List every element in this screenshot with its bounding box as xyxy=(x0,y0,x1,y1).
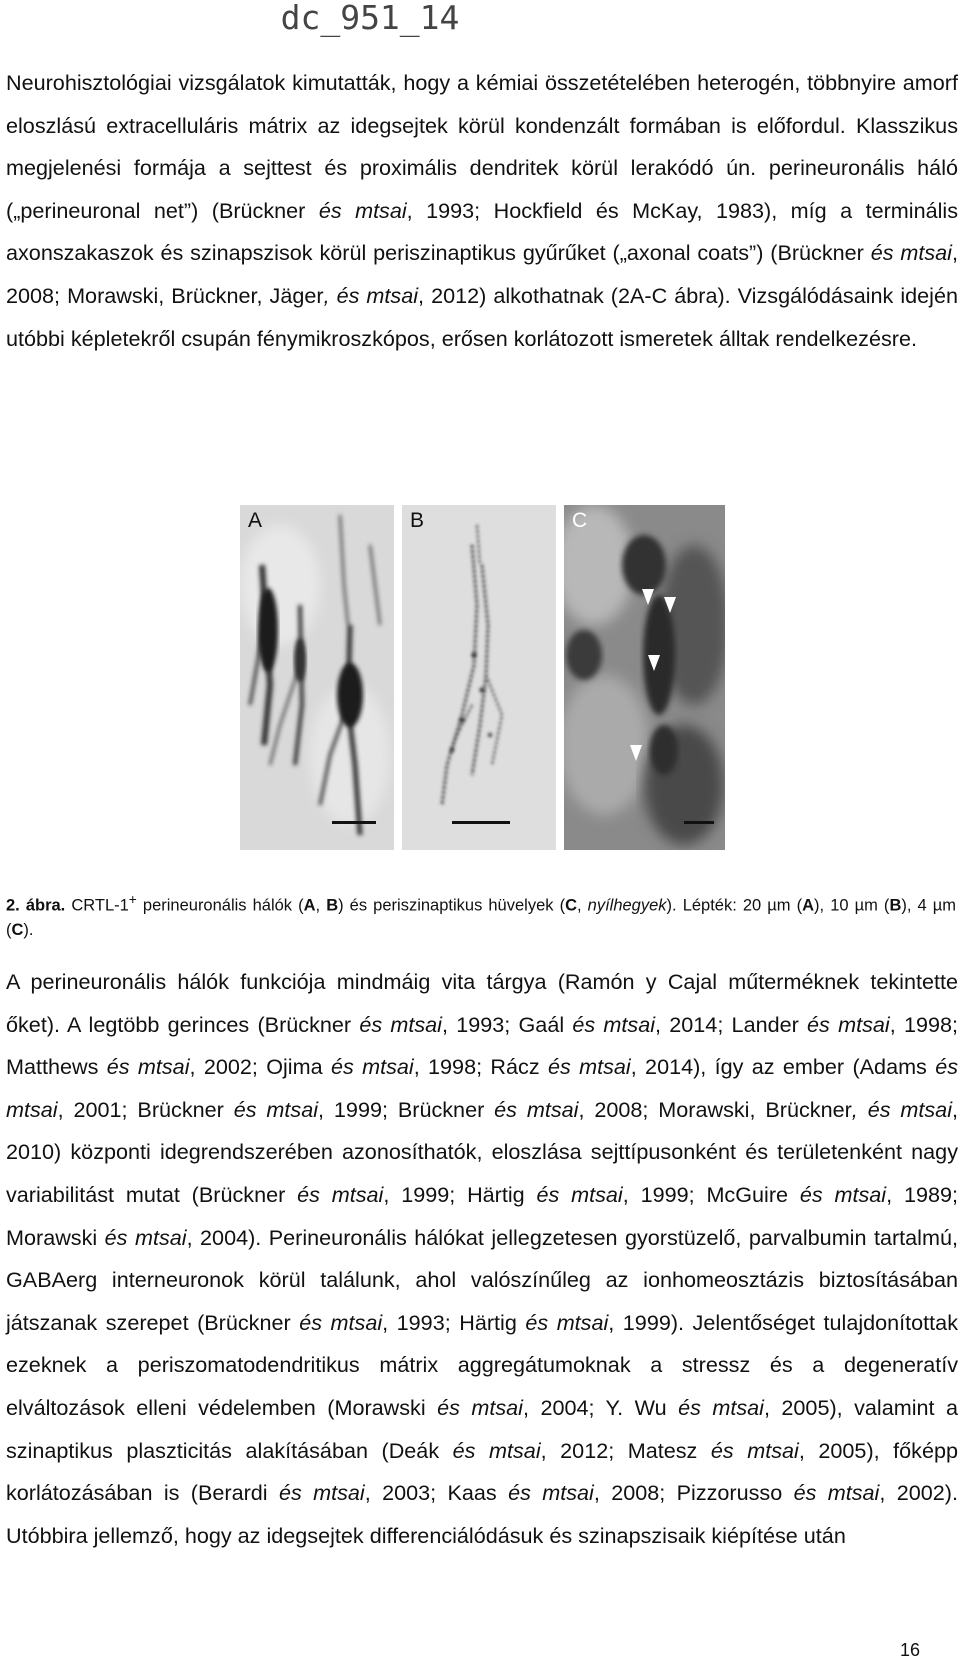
text-run: A xyxy=(303,896,316,915)
text-run: C xyxy=(565,896,577,915)
text-run: és mtsai xyxy=(297,1181,384,1207)
text-run: és mtsai xyxy=(437,1394,523,1420)
text-run: ), 10 µm ( xyxy=(814,896,890,915)
text-run: , 2012) alkothatnak (2A-C ábra). Vizsgálódásaink idején utóbbi képletekről csupán fénymikroszkópos, erősen korlátozott ismeretek álltak rendelkezésre. xyxy=(6,282,958,351)
text-run: , 2014; Lander xyxy=(655,1011,808,1037)
text-run: , és mtsai xyxy=(851,1096,952,1122)
text-run: B xyxy=(889,896,902,915)
text-run: és mtsai xyxy=(452,1437,541,1463)
text-run: , 1999; Brückner xyxy=(318,1096,495,1122)
text-run: B xyxy=(326,896,339,915)
document-id-header: dc_951_14 xyxy=(280,0,460,37)
text-run: , 1998; Rácz xyxy=(413,1054,548,1080)
text-run: és mtsai xyxy=(799,1181,887,1207)
text-run: ). xyxy=(23,920,34,939)
micrograph-b-image xyxy=(402,505,556,850)
text-run: , 1999; Härtig xyxy=(383,1181,537,1207)
text-run: , 1993; Gaál xyxy=(441,1011,573,1037)
panel-label-a: A xyxy=(248,509,263,532)
panel-label-c: C xyxy=(572,509,588,532)
text-run: CRTL-1 xyxy=(65,896,129,915)
text-run: , 2014), így az ember (Adams xyxy=(630,1054,936,1080)
text-run: perineuronális hálók ( xyxy=(136,896,304,915)
figure-2 xyxy=(240,505,725,850)
text-run: 2. ábra. xyxy=(6,896,66,915)
text-run: , 2008; Pizzorusso xyxy=(593,1480,794,1506)
text-run: és mtsai xyxy=(318,197,407,223)
text-run: + xyxy=(128,892,137,907)
text-run: A xyxy=(802,896,815,915)
text-run: , 2005), főképp korlátozásában is (Berardi xyxy=(6,1437,959,1506)
text-run: és mtsai xyxy=(710,1437,799,1463)
text-run: , 2002). Utóbbira jellemző, hogy az idegsejtek differenciálódásuk és szinapszisaik kiépítése után xyxy=(6,1480,958,1548)
text-run: és mtsai xyxy=(572,1011,656,1037)
text-run: nyílhegyek xyxy=(587,896,667,915)
text-run: és mtsai xyxy=(508,1480,594,1506)
text-run: , 2004). Perineuronális hálókat jellegzetesen gyorstüzelő, parvalbumin tartalmú, GABAerg interneuronok körül találunk, ahol valószínűleg az ionhomeosztázis biztosításában játszanak szerepet (Brückner xyxy=(6,1224,958,1335)
text-run: C xyxy=(11,920,24,939)
text-run: , 2010) központi idegrendszerében azonosíthatók, eloszlása sejttípusonként és területenként nagy variabilitást mutat (Brückner xyxy=(6,1096,958,1207)
text-run: ), 4 µm ( xyxy=(6,896,957,939)
text-run: , 1998; Matthews xyxy=(6,1011,958,1080)
text-run: és mtsai xyxy=(793,1480,880,1506)
figure-panel-b xyxy=(402,505,556,850)
text-run: és mtsai xyxy=(330,1054,414,1080)
text-run: és mtsai xyxy=(299,1309,383,1335)
figure-panel-a xyxy=(240,505,394,850)
text-run: ). Lépték: 20 µm ( xyxy=(666,896,803,915)
figure-caption xyxy=(6,888,956,942)
text-run: és mtsai xyxy=(525,1309,609,1335)
text-run: és mtsai xyxy=(359,1011,442,1037)
text-run: , 2005), valamint a szinaptikus plaszticitás alakításában (Deák xyxy=(6,1394,958,1463)
text-run: , 1989; Morawski xyxy=(6,1181,958,1250)
text-run: és mtsai xyxy=(536,1181,623,1207)
text-run: , 1999; McGuire xyxy=(622,1181,800,1207)
text-run: , 2008; Morawski, Brückner xyxy=(578,1096,852,1122)
micrograph-c-image xyxy=(564,505,725,850)
text-run: és mtsai xyxy=(870,240,952,266)
text-run: , 2012; Matesz xyxy=(540,1437,711,1463)
text-run: , xyxy=(315,896,327,915)
text-run: és mtsai xyxy=(494,1096,579,1122)
text-run: , xyxy=(577,896,588,915)
text-run: , 2003; Kaas xyxy=(364,1480,509,1506)
text-run: , 2004; Y. Wu xyxy=(522,1394,679,1420)
text-run: , 2002; Ojima xyxy=(189,1054,331,1080)
text-run: és mtsai xyxy=(233,1096,319,1122)
paragraph-1 xyxy=(6,62,958,360)
text-run: és mtsai xyxy=(807,1011,890,1037)
text-run: , és mtsai xyxy=(323,282,419,308)
text-run: és mtsai xyxy=(6,1054,959,1122)
text-run: és mtsai xyxy=(104,1224,187,1250)
text-run: , 2001; Brückner xyxy=(57,1096,234,1122)
panel-label-b: B xyxy=(410,509,425,532)
text-run: és mtsai xyxy=(547,1054,631,1080)
text-run: , 1999). Jelentőséget tulajdonítottak ezeknek a periszomatodendritikus mátrix aggregátumoknak a stressz és a degeneratív elváltozások elleni védelemben (Morawski xyxy=(6,1309,958,1420)
text-run: és mtsai xyxy=(106,1054,190,1080)
text-run: ) és periszinaptikus hüvelyek ( xyxy=(338,896,566,915)
text-run: A perineuronális hálók funkciója mindmáig vita tárgya (Ramón y Cajal műterméknek tekintette őket). A legtöbb gerinces (Brückner xyxy=(6,969,958,1037)
text-run: Neurohisztológiai vizsgálatok kimutatták, hogy a kémiai összetételében heterogén, többnyire amorf eloszlású extracelluláris mátrix az idegsejtek körül kondenzált formában is előfordul. Klasszikus megjelenési formája a sejttest és proximális dendritek körül lerakódó ún. perineuronális háló („perineuronal net”) (Brückner xyxy=(6,70,958,223)
text-run: és mtsai xyxy=(278,1480,365,1506)
text-run: és mtsai xyxy=(678,1394,764,1420)
text-run: , 1993; Härtig xyxy=(382,1309,526,1335)
text-run: , 2008; Morawski, Brückner, Jäger xyxy=(6,240,958,308)
page-number: 16 xyxy=(899,1640,920,1660)
text-run: , 1993; Hockfield és McKay, 1983), míg a terminális axonszakaszok és szinapszisok körül periszinaptikus gyűrűket („axonal coats”) (Brückner xyxy=(6,197,958,266)
micrograph-a-image xyxy=(240,505,394,850)
figure-panel-c xyxy=(564,505,725,850)
paragraph-2 xyxy=(6,961,958,1557)
